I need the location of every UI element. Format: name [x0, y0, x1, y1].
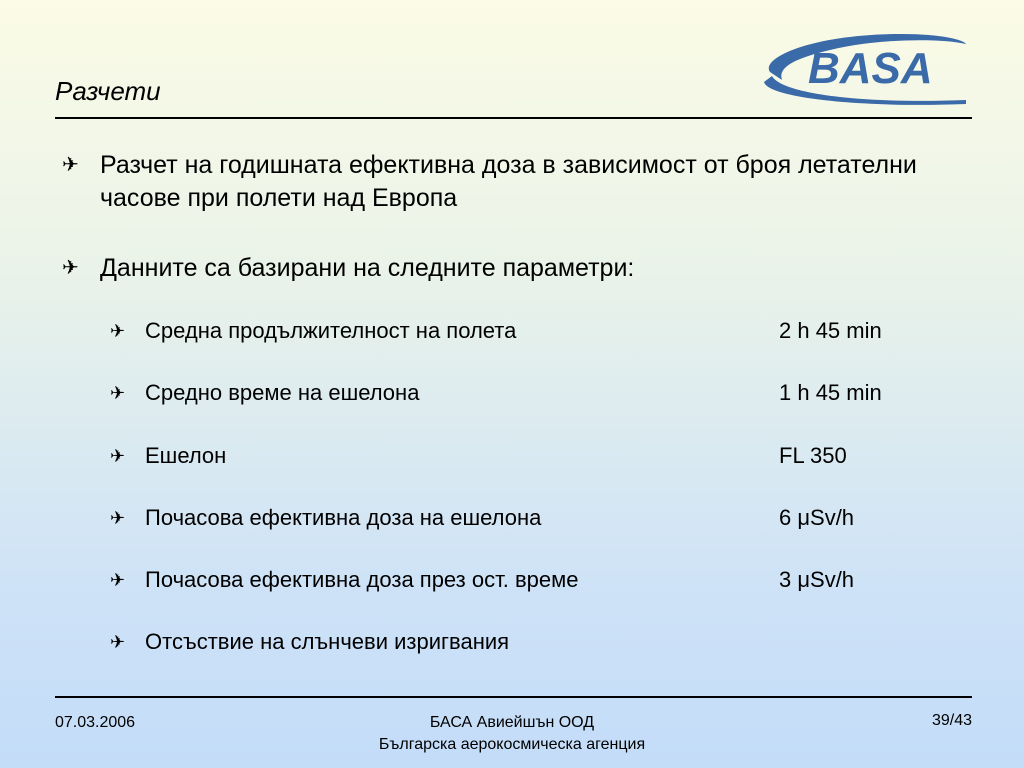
parameter-item: [110, 442, 970, 470]
parameter-label: Средно време на ешелона: [145, 380, 420, 405]
airplane-icon: ✈: [62, 154, 79, 176]
parameter-value: [779, 628, 970, 656]
bullet-item: [62, 149, 962, 215]
parameter-value: FL 350: [779, 443, 847, 468]
parameter-item: [110, 317, 970, 345]
parameter-item: [110, 566, 970, 594]
airplane-icon: ✈: [110, 570, 126, 590]
bullet-text: Данните са базирани на следните параметри:: [100, 254, 635, 282]
footer-divider: [55, 696, 972, 698]
parameter-label: Отсъствие на слънчеви изригвания: [145, 629, 510, 654]
airplane-icon: ✈: [110, 508, 126, 528]
parameter-item: [110, 504, 970, 532]
parameter-label: Средна продължителност на полета: [145, 318, 517, 343]
parameter-item: [110, 628, 970, 656]
bullet-text: Разчет на годишната ефективна доза в зависимост от броя летателни часове при полети над Европа: [100, 151, 917, 212]
parameter-value: 2 h 45 min: [779, 318, 882, 343]
parameter-label: Почасова ефективна доза през ост. време: [145, 567, 579, 592]
slide-title: Разчети: [55, 76, 161, 106]
bullet-item: [62, 252, 962, 285]
airplane-icon: ✈: [62, 257, 79, 279]
page-number: 39/43: [931, 712, 972, 729]
parameter-value: 3 μSv/h: [779, 567, 855, 592]
airplane-icon: ✈: [110, 321, 126, 341]
airplane-icon: ✈: [110, 632, 126, 652]
footer-organization: [312, 712, 712, 756]
footer-agency: Българска аерокосмическа агенция: [378, 736, 646, 753]
parameter-value: 1 h 45 min: [779, 380, 882, 405]
footer-company: БАСА Авиейшън ООД: [429, 714, 595, 731]
header-divider: [55, 117, 972, 119]
parameter-value: 6 μSv/h: [779, 505, 855, 530]
svg-text:BASA: BASA: [808, 44, 933, 93]
parameter-label: Почасова ефективна доза на ешелона: [145, 505, 542, 530]
airplane-icon: ✈: [110, 446, 126, 466]
airplane-icon: ✈: [110, 383, 126, 403]
footer-date: 07.03.2006: [55, 714, 136, 731]
basa-logo: [752, 28, 972, 106]
parameter-label: Ешелон: [145, 443, 227, 468]
parameter-item: [110, 379, 970, 407]
